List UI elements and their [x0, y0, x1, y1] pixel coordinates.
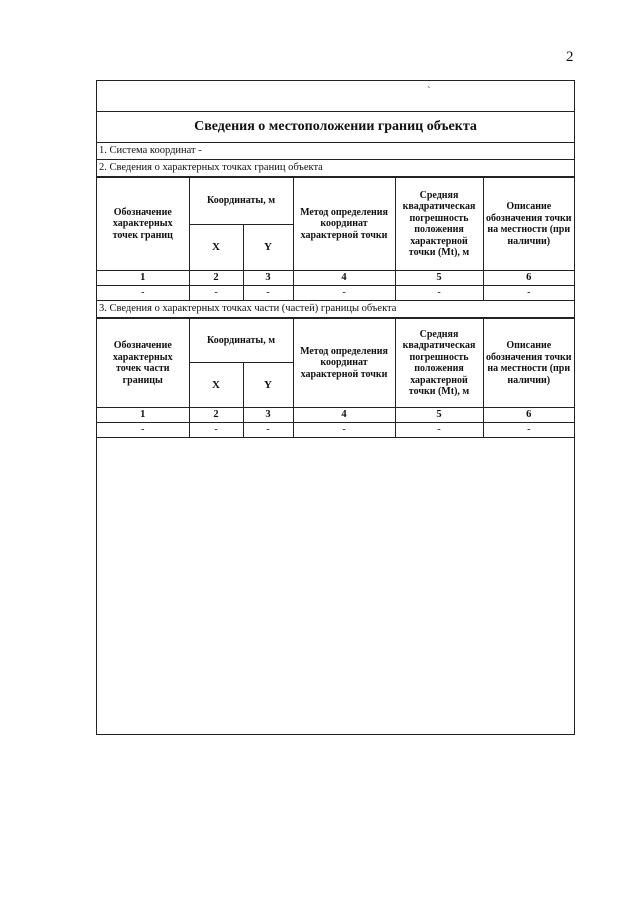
- table-cell: -: [293, 286, 395, 301]
- top-row: [97, 81, 574, 112]
- section2-header-y: Y: [243, 225, 293, 271]
- section3-table: [97, 318, 574, 438]
- table-cell: 6: [483, 408, 574, 423]
- table-cell: 3: [243, 408, 293, 423]
- page-number: 2: [566, 49, 574, 65]
- table-cell: -: [243, 286, 293, 301]
- section2-header-row: [97, 178, 574, 225]
- table-cell: -: [395, 423, 483, 438]
- section3-header-coordinates: Координаты, м: [189, 319, 293, 363]
- section3-header-error: Средняя квадратическая погрешность положения характерной точки (Mt), м: [395, 319, 483, 408]
- table-cell: -: [293, 423, 395, 438]
- table-cell: 5: [395, 408, 483, 423]
- table-cell: -: [483, 423, 574, 438]
- section2-header-error: Средняя квадратическая погрешность положения характерной точки (Mt), м: [395, 178, 483, 271]
- table-cell: 4: [293, 408, 395, 423]
- section3-header-method: Метод определения координат характерной точки: [293, 319, 395, 408]
- table-cell: 1: [97, 271, 189, 286]
- table-row: [97, 423, 574, 438]
- table-cell: -: [395, 286, 483, 301]
- table-cell: 2: [189, 271, 243, 286]
- table-cell: -: [97, 286, 189, 301]
- section3-number-row: [97, 408, 574, 423]
- section3-heading: 3. Сведения о характерных точках части (частей) границы объекта: [97, 301, 574, 318]
- section3-header-designation: Обозначение характерных точек части границы: [97, 319, 189, 408]
- table-cell: 6: [483, 271, 574, 286]
- section3-header-x: X: [189, 363, 243, 408]
- table-cell: 1: [97, 408, 189, 423]
- page-title: Сведения о местоположении границ объекта: [97, 112, 574, 143]
- table-cell: -: [189, 423, 243, 438]
- table-cell: -: [97, 423, 189, 438]
- section2-header-x: X: [189, 225, 243, 271]
- section3-header-description: Описание обозначения точки на местности (при наличии): [483, 319, 574, 408]
- table-cell: 3: [243, 271, 293, 286]
- top-mark: `: [427, 85, 431, 97]
- coord-system-line: 1. Система координат -: [97, 143, 574, 160]
- section2-header-description: Описание обозначения точки на местности (при наличии): [483, 178, 574, 271]
- section2-number-row: [97, 271, 574, 286]
- section2-table: [97, 177, 574, 301]
- document-frame: [96, 80, 575, 735]
- table-cell: 2: [189, 408, 243, 423]
- section2-header-method: Метод определения координат характерной точки: [293, 178, 395, 271]
- table-cell: -: [189, 286, 243, 301]
- section3-header-row: [97, 319, 574, 363]
- table-cell: 4: [293, 271, 395, 286]
- table-row: [97, 286, 574, 301]
- section3-header-y: Y: [243, 363, 293, 408]
- section2-header-designation: Обозначение характерных точек границ: [97, 178, 189, 271]
- table-cell: 5: [395, 271, 483, 286]
- table-cell: -: [243, 423, 293, 438]
- section2-header-coordinates: Координаты, м: [189, 178, 293, 225]
- table-cell: -: [483, 286, 574, 301]
- section2-heading: 2. Сведения о характерных точках границ объекта: [97, 160, 574, 177]
